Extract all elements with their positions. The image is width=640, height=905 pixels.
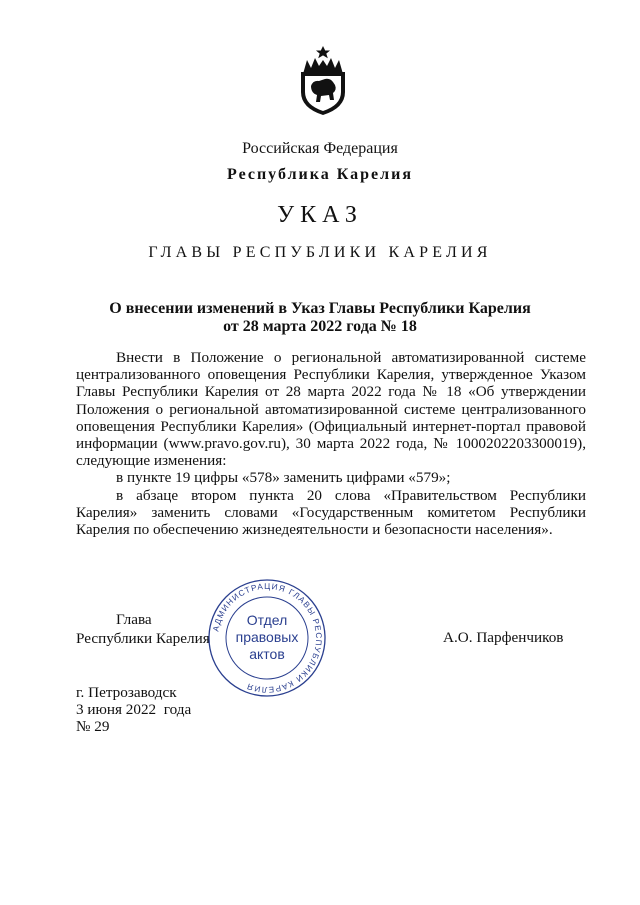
signatory-title-line2: Республики Карелия [76,630,210,647]
document-footer [76,684,191,736]
stamp-line1: Отдел [246,612,288,628]
stamp-line2: правовых [235,629,299,645]
document-type: УКАЗ [277,202,363,228]
body-paragraph: в пункте 19 цифры «578» заменить цифрами «579»; [116,469,451,487]
stamp-ring-text: АДМИНИСТРАЦИЯ ГЛАВЫ РЕСПУБЛИКИ КАРЕЛИЯ [211,581,324,695]
document-title-line1: О внесении изменений в Указ Главы Республики Карелия [109,300,531,317]
body-paragraph: Внести в Положение о региональной автоматизированной системе централизованного оповещения Республики Карелия, утвержденное Указом Главы Республики Карелия от 28 марта 2022 года № 18 «Об утверждении Положения о региональной автоматизированной системе централизованного оповещения Республики Карелия» (Официальный интернет-портал правовой информации (www.pravo.gov.ru), 30 марта 2022 года, № 1000202203300019), следующие изменения: [76,349,586,470]
issue-date: 3 июня 2022 года [76,701,192,719]
issuer-name: ГЛАВЫ РЕСПУБЛИКИ КАРЕЛИЯ [148,244,492,261]
republic-name: Республика Карелия [227,166,413,183]
signatory-title [76,610,210,648]
karelia-coat-of-arms-icon [297,46,349,116]
signatory-name: А.О. Парфенчиков [443,629,564,646]
country-name: Российская Федерация [242,140,398,157]
document-body [76,349,586,538]
official-stamp [206,577,328,699]
body-paragraph: в абзаце втором пункта 20 слова «Правительством Республики Карелия» заменить словами «Государственным комитетом Республики Карелия по обеспечению жизнедеятельности и безопасности населения». [76,486,586,539]
issue-place: г. Петрозаводск [76,684,177,701]
document-number: № 29 [76,718,110,736]
signatory-title-line1: Глава [116,611,152,628]
stamp-line3: актов [249,646,285,662]
document-title-line2: от 28 марта 2022 года № 18 [223,318,417,335]
